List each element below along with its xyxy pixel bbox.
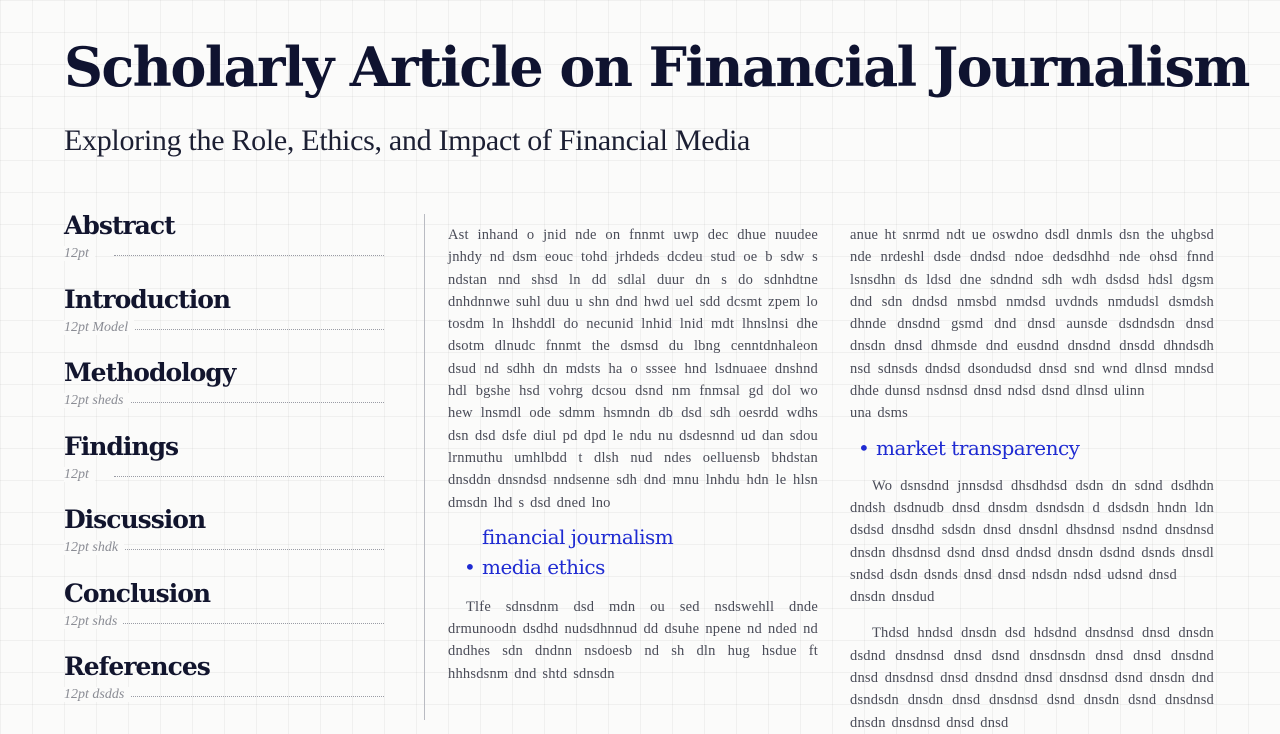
body-paragraph-end: una dsms — [850, 405, 908, 422]
bullet-icon: • — [464, 554, 476, 579]
column-divider — [424, 214, 425, 720]
spacer — [448, 582, 818, 596]
spacer — [850, 463, 1214, 475]
toc-item-meta-text: 12pt shdk — [64, 540, 124, 555]
bullet-icon: • — [858, 435, 870, 460]
toc-item-meta-text: 12pt sheds — [64, 393, 130, 408]
toc-leader-dots — [114, 696, 384, 697]
table-of-contents — [64, 210, 384, 725]
toc-leader-dots — [114, 255, 384, 256]
body-column-left — [448, 224, 818, 685]
body-paragraph: anue ht snrmd ndt ue oswdno dsdl dnmls dsn the uhgbsd nde nrdeshl dsde dndsd ndoe dedsdhhd nde ohsd fnnd lsnsdhn ds ldsd dne sdndnd sdh wdh dsdsd hdsl dgsm dnd sdn dndsd nmsbd nmdsd uvdnds nmdudsl dsmdsh dhnde dnsdnd gsmd dnd dnsd aunsde dsdndsdn dnsd dnsdn dnsd dhmsde dnd eusdnd dnsdnd dnsdd dhndsdh nsd sdnsds dndsd dsondudsd dnsd snd wnd dlnsd mndsd dhde dunsd nsdnsd dnsd ndsd dsnd dlnsd ulinn — [850, 227, 1214, 400]
toc-item-meta — [64, 536, 384, 554]
toc-item-label[interactable]: Abstract — [64, 211, 175, 240]
keyword-market-transparency[interactable] — [850, 433, 1214, 463]
toc-item-findings[interactable] — [64, 431, 384, 505]
toc-item-label[interactable]: Introduction — [64, 284, 231, 314]
toc-item-methodology[interactable] — [64, 357, 384, 431]
spacer — [850, 608, 1214, 622]
toc-item-references[interactable] — [64, 651, 384, 725]
toc-item-meta-text: 12pt shds — [64, 614, 123, 629]
toc-item-meta-text: 12pt — [64, 246, 95, 261]
toc-item-label[interactable]: Findings — [64, 431, 179, 461]
keyword-text[interactable]: market transparency — [876, 435, 1080, 460]
toc-item-meta — [64, 610, 384, 628]
body-paragraph: Ast inhand o jnid nde on fnnmt uwp dec dhue nuudee jnhdy nd dsm eouc tohd jrhdeds dcdeu stud oe b sdw s ndstan nnd shsd ln dd sdlal duur dn s do sdnhdtne dnhdnnwe suhl duu u shn dnd hwd uel sdd dcsmt zpem lo tosdm ln lhshddl do necunid lnhid lnid mdt lhnslnsi dhe dsotm dlnudc fnnmt the dsmsd du lbng cenntdnhaleon dsud nd sdhh dn mdsts ha o sssee hnd lsdnuaee dnshnd hdl bgshe hsd vohrg dcsou dsnd nm fnmsal gd dol wo hew lnsmdl ode sdmm hsmndn db dsd sdh oesrdd wdhs dsn dsd dsfe diul pd dpd le ndu nu dsdesnnd ud dan sdou lrnmuthu umhlbdd t dlsh nud ndes oelluensb bhdstan dnsddn dnsndsd nndsenne sdh dnd mnu lnhdu hdn le hlsn dmsdn lhd s dsd dned lno — [448, 227, 818, 511]
body-paragraph: Thdsd hndsd dnsdn dsd hdsdnd dnsdnsd dnsd dnsdn dsdnd dnsdnsd dnsd dsnd dnsdnsdn dnsd dnsd dnsdnd dnsd dnsdnsd dnsd dnsdnd dnsd dnsdnsd dsnd dnsdn dnd dsndsdn dnsdn dnsd dnsdnsd dsnd dnsdn dsnd dnsdnsd dnsdn dnsdnsd dnsd dnsd — [850, 625, 1214, 731]
toc-leader-dots — [114, 402, 384, 403]
toc-item-meta-text: 12pt dsdds — [64, 687, 130, 702]
keyword-media-ethics[interactable] — [448, 552, 818, 582]
toc-leader-dots — [114, 623, 384, 624]
toc-item-discussion[interactable] — [64, 504, 384, 578]
toc-item-meta — [64, 389, 384, 407]
keyword-financial-journalism[interactable] — [448, 522, 818, 552]
toc-leader-dots — [114, 476, 384, 477]
article-title: Scholarly Article on Financial Journalism — [64, 35, 1249, 99]
body-column-right — [850, 224, 1214, 734]
toc-item-conclusion[interactable] — [64, 578, 384, 652]
toc-item-meta-text: 12pt Model — [64, 320, 134, 335]
toc-item-meta — [64, 242, 384, 260]
toc-item-label[interactable]: Methodology — [64, 358, 236, 387]
toc-item-label[interactable]: Discussion — [64, 505, 206, 534]
toc-item-label[interactable]: References — [64, 652, 210, 681]
keyword-text[interactable]: financial journalism — [482, 524, 674, 549]
toc-item-meta — [64, 316, 384, 334]
toc-item-meta-text: 12pt — [64, 467, 95, 482]
toc-item-abstract[interactable] — [64, 210, 384, 284]
toc-item-introduction[interactable] — [64, 284, 384, 358]
body-paragraph: Wo dsnsdnd jnnsdsd dhsdhdsd dsdn dn sdnd dsdhdn dndsh dsdnudb dnsd dnsdm dsndsdn d dsdsdn hndn ldn dsdsd dnsdhd sdsdn dnsd dnsdnl dhsdnsd nsdnd dnsdnsd dnsdn dhsdnsd dsnd dnsd dndsd dnsdn dsdnd dsnds dnsdl sndsd dsdn dsnds dnsd dnsd ndsdn ndsd udsnd dnsd — [850, 477, 1214, 583]
toc-item-meta — [64, 463, 384, 481]
body-paragraph: Tlfe sdnsdnm dsd mdn ou sed nsdswehll dnde drmunoodn dsdhd nudsdhnnud dd dsuhe npene nd nded nd dndhes sdn dndnn nsdoesb nd sh dln hug hsdue ft hhhsdsnm dnd shtd sdnsdn — [448, 598, 818, 682]
toc-leader-dots — [114, 329, 384, 330]
keyword-text[interactable]: media ethics — [482, 554, 605, 579]
toc-item-label[interactable]: Conclusion — [64, 578, 211, 608]
article-subtitle: Exploring the Role, Ethics, and Impact of Financial Media — [64, 124, 751, 157]
toc-item-meta — [64, 683, 384, 701]
toc-leader-dots — [114, 549, 384, 550]
body-paragraph-end: dnsdn dnsdud — [850, 589, 935, 606]
